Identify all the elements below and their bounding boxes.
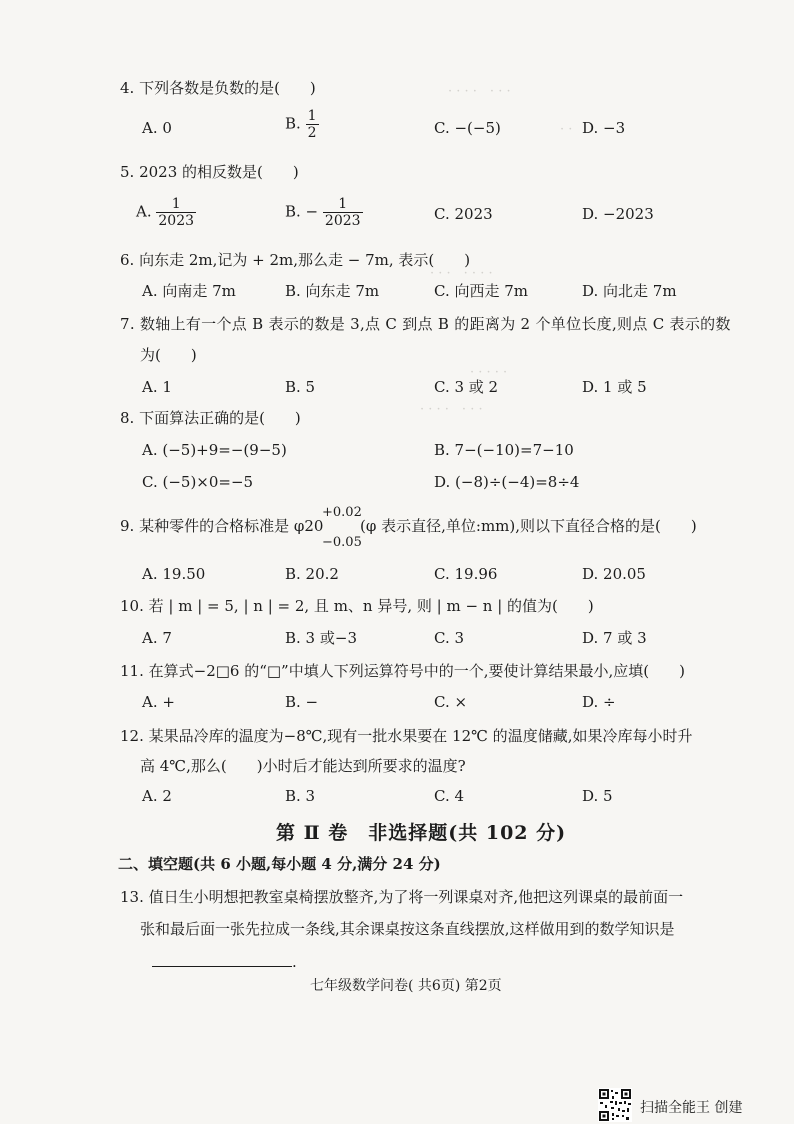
question-4-option-d: D. −3 xyxy=(582,119,626,137)
fraction xyxy=(323,196,363,229)
fraction xyxy=(306,108,319,141)
fraction-numerator: 1 xyxy=(156,196,196,213)
question-8-stem: 8. 下面算法正确的是( ) xyxy=(120,409,301,427)
bleed-through-mark: · · · · · · · xyxy=(448,84,511,99)
bleed-through-mark: · · · · · xyxy=(470,365,508,380)
question-8-option-a: A. (−5)+9=−(9−5) xyxy=(142,441,287,459)
question-12-option-c: C. 4 xyxy=(434,787,465,805)
question-11-option-d: D. ÷ xyxy=(582,693,616,711)
fraction-numerator: 1 xyxy=(307,108,317,124)
question-8-option-d: D. (−8)÷(−4)=8÷4 xyxy=(434,473,580,491)
question-9-option-d: D. 20.05 xyxy=(582,565,646,583)
bleed-through-mark: · · · · · · · xyxy=(430,266,493,281)
question-12-option-a: A. 2 xyxy=(142,787,172,805)
question-6-option-a: A. 向南走 7m xyxy=(142,282,236,300)
question-5-option-c: C. 2023 xyxy=(434,205,493,223)
question-4-stem: 4. 下列各数是负数的是( ) xyxy=(120,79,316,97)
option-b-label: B. xyxy=(285,114,301,133)
bleed-through-mark: · · · · · · · xyxy=(420,402,483,417)
question-7-stem-line2: 为( ) xyxy=(140,346,197,364)
question-5-option-d: D. −2023 xyxy=(582,205,654,223)
question-7-stem-line1: 7. 数轴上有一个点 B 表示的数是 3,点 C 到点 B 的距离为 2 个单位长度,则点 C 表示的数 xyxy=(120,315,731,333)
question-9-option-a: A. 19.50 xyxy=(142,565,206,583)
tolerance-upper: +0.02 xyxy=(322,505,362,520)
question-12-option-b: B. 3 xyxy=(285,787,316,805)
question-10-stem: 10. 若 | m | = 5, | n | = 2, 且 m、n 异号, 则 | m − n | 的值为( ) xyxy=(120,597,594,615)
fraction-denominator: 2023 xyxy=(158,213,195,229)
option-a-label: A. xyxy=(136,202,152,221)
tolerance-lower: −0.05 xyxy=(322,535,362,550)
section-2-title: 第 Ⅱ 卷 非选择题(共 102 分) xyxy=(276,822,567,844)
question-6-option-b: B. 向东走 7m xyxy=(285,282,380,300)
question-6-option-c: C. 向西走 7m xyxy=(434,282,529,300)
fraction-denominator: 2 xyxy=(307,125,317,141)
question-10-option-d: D. 7 或 3 xyxy=(582,629,647,647)
question-10-option-a: A. 7 xyxy=(142,629,172,647)
question-9-option-c: C. 19.96 xyxy=(434,565,498,583)
question-4-option-b xyxy=(285,108,319,141)
question-12-stem-line1: 12. 某果品冷库的温度为−8℃,现有一批水果要在 12℃ 的温度储藏,如果冷库每小时升 xyxy=(120,727,693,745)
question-4-option-c: C. −(−5) xyxy=(434,119,501,137)
question-8-option-c: C. (−5)×0=−5 xyxy=(142,473,254,491)
question-7-option-a: A. 1 xyxy=(142,378,172,396)
question-4-option-a: A. 0 xyxy=(142,119,172,137)
question-8-option-b: B. 7−(−10)=7−10 xyxy=(434,441,574,459)
question-11-option-b: B. − xyxy=(285,693,319,711)
scanner-watermark-text: 扫描全能王 创建 xyxy=(640,1100,743,1116)
question-5-stem: 5. 2023 的相反数是( ) xyxy=(120,163,299,181)
question-13-stem-line2: 张和最后面一张先拉成一条线,其余课桌按这条直线摆放,这样做用到的数学知识是 xyxy=(140,920,675,938)
fraction xyxy=(156,196,196,229)
question-9-stem-suffix: (φ 表示直径,单位:mm),则以下直径合格的是( ) xyxy=(360,517,697,535)
question-7-option-c: C. 3 或 2 xyxy=(434,378,499,396)
question-10-option-c: C. 3 xyxy=(434,629,465,647)
page-footer: 七年级数学问卷( 共6页) 第2页 xyxy=(310,978,502,994)
question-5-option-b xyxy=(285,196,363,229)
answer-blank xyxy=(152,966,292,967)
question-9-stem-prefix: 9. 某种零件的合格标准是 φ20 xyxy=(120,517,324,535)
question-7-option-d: D. 1 或 5 xyxy=(582,378,647,396)
fraction-denominator: 2023 xyxy=(324,213,361,229)
qr-code-icon xyxy=(598,1088,632,1122)
question-7-option-b: B. 5 xyxy=(285,378,316,396)
option-b-label: B. − xyxy=(285,202,319,221)
question-6-option-d: D. 向北走 7m xyxy=(582,282,677,300)
question-12-option-d: D. 5 xyxy=(582,787,613,805)
question-11-stem: 11. 在算式−2□6 的“□”中填人下列运算符号中的一个,要使计算结果最小,应填( ) xyxy=(120,662,685,680)
question-9-option-b: B. 20.2 xyxy=(285,565,339,583)
question-5-option-a xyxy=(136,196,196,229)
question-11-option-a: A. + xyxy=(142,693,175,711)
answer-blank-end: . xyxy=(292,953,297,971)
question-13-stem-line1: 13. 值日生小明想把教室桌椅摆放整齐,为了将一列课桌对齐,他把这列课桌的最前面一 xyxy=(120,888,684,906)
bleed-through-mark: · · xyxy=(560,122,573,137)
question-6-stem: 6. 向东走 2m,记为 + 2m,那么走 − 7m, 表示( ) xyxy=(120,251,471,269)
fraction-numerator: 1 xyxy=(323,196,363,213)
question-12-stem-line2: 高 4℃,那么( )小时后才能达到所要求的温度? xyxy=(140,757,466,775)
question-10-option-b: B. 3 或−3 xyxy=(285,629,357,647)
question-11-option-c: C. × xyxy=(434,693,468,711)
fill-in-heading: 二、填空题(共 6 小题,每小题 4 分,满分 24 分) xyxy=(118,855,441,873)
